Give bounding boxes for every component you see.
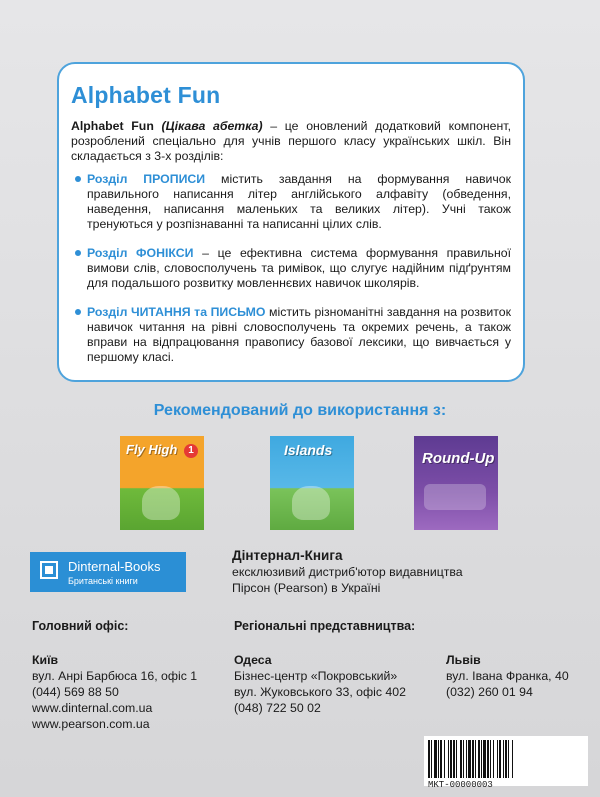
- distributor-title: Дінтернал-Книга: [232, 548, 343, 563]
- bullet-icon: [75, 176, 81, 182]
- intro-rest: – це оновлений додатковий компонент, розроблений спеціально для учнів першого класу українських шкіл. Він складається з 3-х розділів:: [71, 119, 511, 163]
- bullet-icon: [75, 250, 81, 256]
- books-logo-icon: [40, 561, 58, 579]
- book-cover-round-up: [414, 436, 498, 530]
- recommended-title: Рекомендований до використання з:: [153, 402, 447, 419]
- phone-number: (032) 260 01 94: [446, 685, 533, 699]
- description-panel: [57, 62, 525, 382]
- distributor-info: [232, 548, 463, 596]
- intro-paragraph: [71, 119, 511, 164]
- address-odesa: [234, 652, 406, 716]
- distributor-logo: [30, 552, 186, 592]
- website-link: www.pearson.com.ua: [32, 717, 150, 731]
- book-title: Islands: [284, 442, 333, 458]
- distributor-line: Пірсон (Pearson) в Україні: [232, 581, 381, 595]
- distributor-line: ексклюзивий дистриб'ютор видавництва: [232, 565, 463, 579]
- address-kyiv: [32, 652, 197, 732]
- cd-illustration-icon: [424, 484, 486, 510]
- section-text: – це ефективна система формування правильної вимови слів, словосполучень та римівок, що слугує надійним підґрунтям для подальшого розвитку мовленнєвих навичок школярів.: [87, 246, 511, 290]
- book-title: Round-Up: [422, 450, 495, 467]
- book-level-badge: 1: [184, 444, 198, 458]
- logo-name: Dinternal-Books: [68, 559, 161, 574]
- phone-number: (048) 722 50 02: [234, 701, 321, 715]
- address-line: Бізнес-центр «Покровський»: [234, 669, 398, 683]
- section-propysy: [69, 172, 511, 232]
- panel-title: Alphabet Fun: [71, 82, 221, 108]
- section-reading-writing: [69, 305, 511, 365]
- head-office-heading: Головний офіс:: [32, 619, 129, 633]
- city-name: Київ: [32, 653, 59, 667]
- book-cover-fly-high: [120, 436, 204, 530]
- elephant-illustration-icon: [142, 486, 180, 520]
- address-lviv: [446, 652, 569, 700]
- barcode: [424, 736, 588, 790]
- logo-subtitle: Британські книги: [68, 576, 138, 586]
- bullet-icon: [75, 309, 81, 315]
- address-line: вул. Івана Франка, 40: [446, 669, 569, 683]
- city-name: Львів: [446, 653, 481, 667]
- address-line: вул. Анрі Барбюса 16, офіс 1: [32, 669, 198, 683]
- address-line: вул. Жуковського 33, офіс 402: [234, 685, 406, 699]
- phone-number: (044) 569 88 50: [32, 685, 119, 699]
- children-illustration-icon: [292, 486, 330, 520]
- regional-heading: Регіональні представництва:: [234, 619, 416, 633]
- section-lead: Розділ ПРОПИСИ: [87, 172, 206, 186]
- intro-bold: Alphabet Fun: [71, 119, 154, 133]
- website-link: www.dinternal.com.ua: [32, 701, 153, 715]
- book-title: Fly High: [126, 442, 178, 457]
- section-foniksy: [69, 246, 511, 291]
- barcode-label: MKT-00000003: [428, 780, 493, 790]
- section-text: містить різноманітні завдання на розвиток навичок читання на рівні словосполучень та окремих речень, а також вправи на відпрацювання правопису базової лексики, що вивчається у першому класі.: [87, 305, 511, 364]
- city-name: Одеса: [234, 653, 272, 667]
- barcode-bars: [428, 740, 584, 778]
- section-lead: Розділ ФОНІКСИ: [87, 246, 194, 260]
- section-text: містить завдання на формування навичок правильного написання літер англійського алфавіту (обведення, наведення, написання маленьких та великих літер). Учні також тренуються у розпізнаванні та написанні цілих слів.: [87, 172, 511, 231]
- section-lead: Розділ ЧИТАННЯ та ПИСЬМО: [87, 305, 266, 319]
- intro-italic: (Цікава абетка): [161, 119, 263, 133]
- book-cover-islands: [270, 436, 354, 530]
